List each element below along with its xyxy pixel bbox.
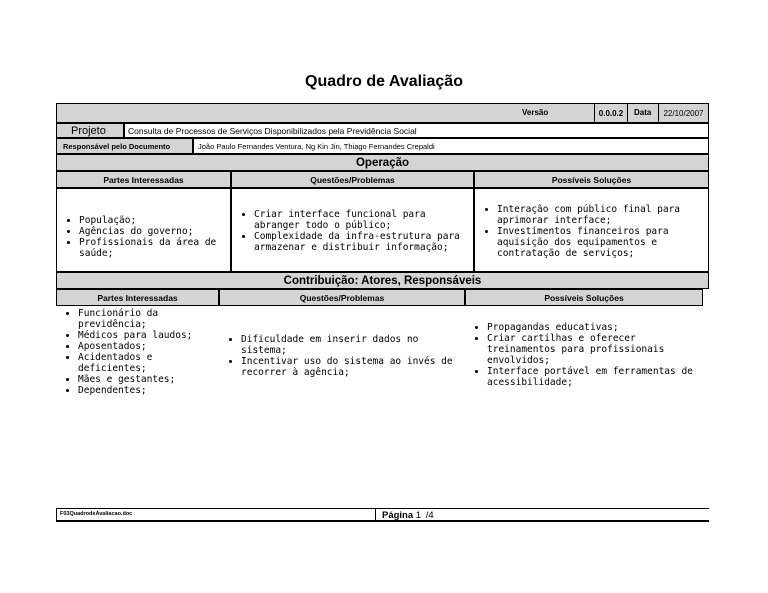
contribuicao-partes-list bbox=[56, 308, 215, 396]
contribuicao-title: Contribuição: Atores, Responsáveis bbox=[56, 272, 709, 289]
list-item: • Dificuldade em inserir dados no sistema; bbox=[241, 334, 461, 356]
operacao-partes-cell bbox=[56, 188, 231, 272]
operacao-partes-list bbox=[57, 215, 230, 259]
contribuicao-questoes-list bbox=[219, 334, 461, 378]
list-item: • Mães e gestantes; bbox=[78, 374, 215, 385]
list-item: • Investimentos financeiros para aquisição dos equipamentos e contratação de serviços; bbox=[497, 226, 704, 259]
contribuicao-solucoes-list bbox=[465, 322, 701, 388]
list-item: • Funcionário da previdência; bbox=[78, 308, 215, 330]
footer-filename: F03QuadrodeAvaliacao.doc bbox=[60, 511, 133, 517]
list-item: • Agências do governo; bbox=[79, 226, 230, 237]
list-item: • Acidentados e deficientes; bbox=[78, 352, 215, 374]
contribuicao-solucoes-cell bbox=[465, 306, 705, 398]
list-item: • Aposentados; bbox=[78, 341, 215, 352]
operacao-col-solucoes: Possíveis Soluções bbox=[474, 171, 709, 188]
operacao-solucoes-cell bbox=[474, 188, 709, 272]
projeto-label: Projeto bbox=[56, 123, 124, 138]
list-item: • Incentivar uso do sistema ao invés de recorrer à agência; bbox=[241, 356, 461, 378]
list-item: • Complexidade da infra-estrutura para armazenar e distribuir informação; bbox=[254, 231, 469, 253]
list-item: • Interação com público final para aprimorar interface; bbox=[497, 204, 704, 226]
list-item: • Interface portável em ferramentas de acessibilidade; bbox=[487, 366, 701, 388]
list-item: • Criar cartilhas e oferecer treinamentos para profissionais envolvidos; bbox=[487, 333, 701, 366]
footer-page: Página 1 /4 bbox=[382, 510, 434, 521]
data-value: 22/10/2007 bbox=[658, 103, 709, 123]
contribuicao-col-questoes: Questões/Problemas bbox=[219, 289, 465, 306]
footer-divider bbox=[375, 508, 376, 522]
responsavel-label: Responsável pelo Documento bbox=[56, 138, 193, 154]
document-title: Quadro de Avaliação bbox=[305, 73, 463, 90]
contribuicao-col-solucoes: Possíveis Soluções bbox=[465, 289, 703, 306]
operacao-solucoes-list bbox=[475, 204, 704, 259]
list-item: • Propagandas educativas; bbox=[487, 322, 701, 333]
contribuicao-col-partes: Partes Interessadas bbox=[56, 289, 219, 306]
operacao-col-partes: Partes Interessadas bbox=[56, 171, 231, 188]
responsavel-value: João Paulo Fernandes Ventura, Ng Kin Jin, Thiago Fernandes Crepaldi bbox=[193, 138, 709, 154]
versao-value: 0.0.0.2 bbox=[594, 103, 628, 123]
data-label: Data bbox=[634, 108, 652, 117]
list-item: • População; bbox=[79, 215, 230, 226]
list-item: • Médicos para laudos; bbox=[78, 330, 215, 341]
operacao-title: Operação bbox=[56, 154, 709, 171]
contribuicao-questoes-cell bbox=[219, 306, 465, 398]
list-item: • Dependentes; bbox=[78, 385, 215, 396]
versao-label: Versão bbox=[522, 108, 549, 117]
projeto-value: Consulta de Processos de Serviços Disponibilizados pela Previdência Social bbox=[124, 123, 709, 138]
list-item: • Profissionais da área de saúde; bbox=[79, 237, 230, 259]
operacao-questoes-list bbox=[232, 209, 469, 253]
operacao-questoes-cell bbox=[231, 188, 474, 272]
contribuicao-partes-cell bbox=[56, 306, 219, 398]
operacao-col-questoes: Questões/Problemas bbox=[231, 171, 474, 188]
list-item: • Criar interface funcional para abranger todo o público; bbox=[254, 209, 469, 231]
